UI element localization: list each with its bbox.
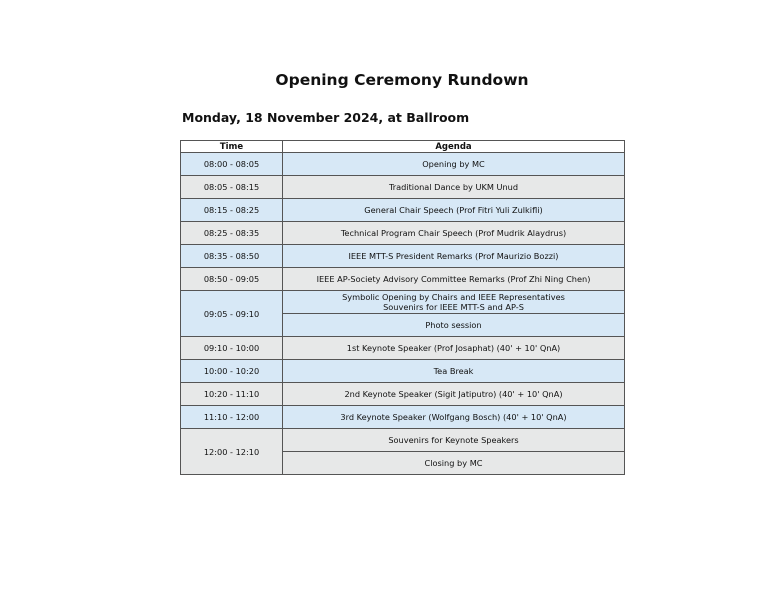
table-row bbox=[181, 153, 625, 176]
time-cell: 09:10 - 10:00 bbox=[181, 337, 283, 360]
agenda-cell: IEEE MTT-S President Remarks (Prof Maurizio Bozzi) bbox=[283, 245, 625, 268]
time-cell: 08:35 - 08:50 bbox=[181, 245, 283, 268]
agenda-cell: IEEE AP-Society Advisory Committee Remarks (Prof Zhi Ning Chen) bbox=[283, 268, 625, 291]
rundown-table-body bbox=[181, 153, 625, 475]
agenda-cell: 3rd Keynote Speaker (Wolfgang Bosch) (40' + 10' QnA) bbox=[283, 406, 625, 429]
table-row bbox=[181, 360, 625, 383]
table-header-row bbox=[181, 141, 625, 153]
time-column-header: Time bbox=[181, 141, 283, 153]
time-cell: 08:50 - 09:05 bbox=[181, 268, 283, 291]
table-row bbox=[181, 268, 625, 291]
time-cell: 08:00 - 08:05 bbox=[181, 153, 283, 176]
agenda-cell: Opening by MC bbox=[283, 153, 625, 176]
time-cell: 08:05 - 08:15 bbox=[181, 176, 283, 199]
agenda-cell: Tea Break bbox=[283, 360, 625, 383]
page-title: Opening Ceremony Rundown bbox=[275, 71, 529, 89]
agenda-cell: 2nd Keynote Speaker (Sigit Jatiputro) (40' + 10' QnA) bbox=[283, 383, 625, 406]
table-row bbox=[181, 406, 625, 429]
rundown-table bbox=[180, 140, 625, 475]
time-cell: 11:10 - 12:00 bbox=[181, 406, 283, 429]
time-cell: 08:15 - 08:25 bbox=[181, 199, 283, 222]
time-cell: 10:00 - 10:20 bbox=[181, 360, 283, 383]
table-row bbox=[181, 176, 625, 199]
table-row bbox=[181, 383, 625, 406]
date-venue-heading: Monday, 18 November 2024, at Ballroom bbox=[182, 110, 470, 125]
table-row bbox=[181, 291, 625, 314]
agenda-cell: Souvenirs for Keynote Speakers bbox=[283, 429, 625, 452]
table-row bbox=[181, 429, 625, 452]
table-row bbox=[181, 245, 625, 268]
agenda-cell: Photo session bbox=[283, 314, 625, 337]
agenda-cell: Symbolic Opening by Chairs and IEEE Representatives Souvenirs for IEEE MTT-S and AP-S bbox=[283, 291, 625, 314]
time-cell: 12:00 - 12:10 bbox=[181, 429, 283, 475]
table-row bbox=[181, 199, 625, 222]
agenda-cell: Closing by MC bbox=[283, 452, 625, 475]
time-cell: 09:05 - 09:10 bbox=[181, 291, 283, 337]
agenda-cell: General Chair Speech (Prof Fitri Yuli Zulkifli) bbox=[283, 199, 625, 222]
agenda-column-header: Agenda bbox=[283, 141, 625, 153]
time-cell: 08:25 - 08:35 bbox=[181, 222, 283, 245]
time-cell: 10:20 - 11:10 bbox=[181, 383, 283, 406]
agenda-cell: Technical Program Chair Speech (Prof Mudrik Alaydrus) bbox=[283, 222, 625, 245]
table-row bbox=[181, 337, 625, 360]
agenda-cell: 1st Keynote Speaker (Prof Josaphat) (40' + 10' QnA) bbox=[283, 337, 625, 360]
table-row bbox=[181, 222, 625, 245]
agenda-cell: Traditional Dance by UKM Unud bbox=[283, 176, 625, 199]
